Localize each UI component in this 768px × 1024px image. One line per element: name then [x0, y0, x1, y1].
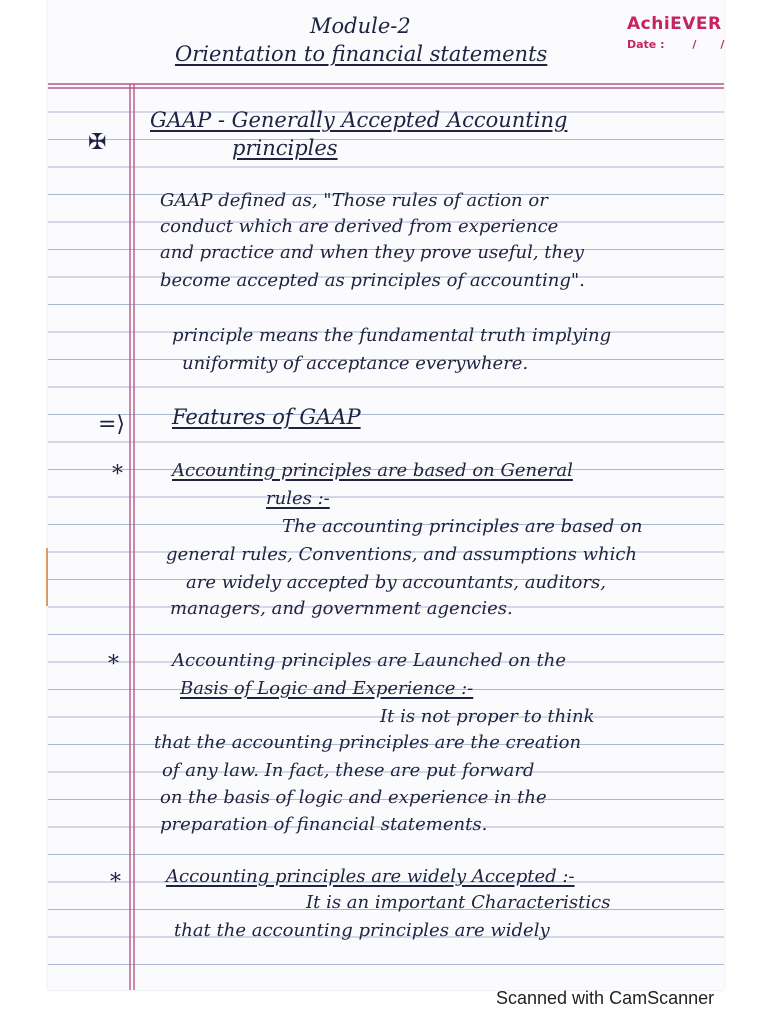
- scanner-watermark: Scanned with CamScanner: [496, 988, 715, 1008]
- point2-line: It is not proper to think: [380, 706, 595, 727]
- point3-heading-line-1: Accounting principles are widely Accepted :-: [166, 866, 575, 887]
- point2-line: preparation of financial statements.: [160, 814, 488, 835]
- point3-line: It is an important Characteristics: [306, 892, 611, 913]
- brand-logo: AchiEVER: [627, 14, 722, 34]
- point2-line: that the accounting principles are the creation: [154, 732, 582, 753]
- date-separator-1: /: [692, 38, 697, 51]
- ruled-lines: [48, 0, 724, 990]
- point1-heading-line-1: Accounting principles are based on General: [172, 460, 573, 481]
- gaap-heading-line-1: GAAP - Generally Accepted Accounting: [150, 108, 568, 132]
- point2-line: of any law. In fact, these are put forward: [162, 760, 535, 781]
- notebook-page: [48, 0, 724, 990]
- module-title: Module-2: [310, 14, 411, 38]
- page-title: Orientation to financial statements: [175, 42, 548, 66]
- star-bullet-icon: *: [108, 652, 119, 677]
- gaap-heading-line-2: principles: [232, 136, 338, 160]
- star-bullet-icon: *: [110, 870, 121, 895]
- definition-line: GAAP defined as, "Those rules of action or: [160, 190, 548, 211]
- star-bullet-icon: *: [112, 462, 123, 487]
- date-label: Date :: [627, 38, 665, 51]
- point3-line: that the accounting principles are widely: [174, 920, 550, 941]
- point1-line: general rules, Conventions, and assumptions which: [166, 544, 638, 565]
- arrow-mark-icon: =⟩: [98, 412, 126, 437]
- point1-line: managers, and government agencies.: [170, 598, 513, 619]
- point2-line: on the basis of logic and experience in the: [160, 787, 547, 808]
- definition-line: and practice and when they prove useful, they: [160, 242, 584, 263]
- point1-heading-line-2: rules :-: [266, 488, 330, 509]
- cross-mark-icon: ✠: [88, 130, 107, 155]
- features-heading: Features of GAAP: [172, 405, 361, 429]
- definition-line: conduct which are derived from experience: [160, 216, 559, 237]
- date-separator-2: /: [720, 38, 725, 51]
- point2-heading-line-1: Accounting principles are Launched on the: [172, 650, 566, 671]
- definition-line: become accepted as principles of accounting".: [160, 270, 585, 291]
- point2-heading-line-2: Basis of Logic and Experience :-: [180, 678, 474, 699]
- point1-line: are widely accepted by accountants, auditors,: [186, 572, 606, 593]
- point1-line: The accounting principles are based on: [282, 516, 643, 537]
- definition-line: principle means the fundamental truth implying: [172, 325, 612, 346]
- date-field: [627, 38, 724, 51]
- definition-line: uniformity of acceptance everywhere.: [182, 353, 529, 374]
